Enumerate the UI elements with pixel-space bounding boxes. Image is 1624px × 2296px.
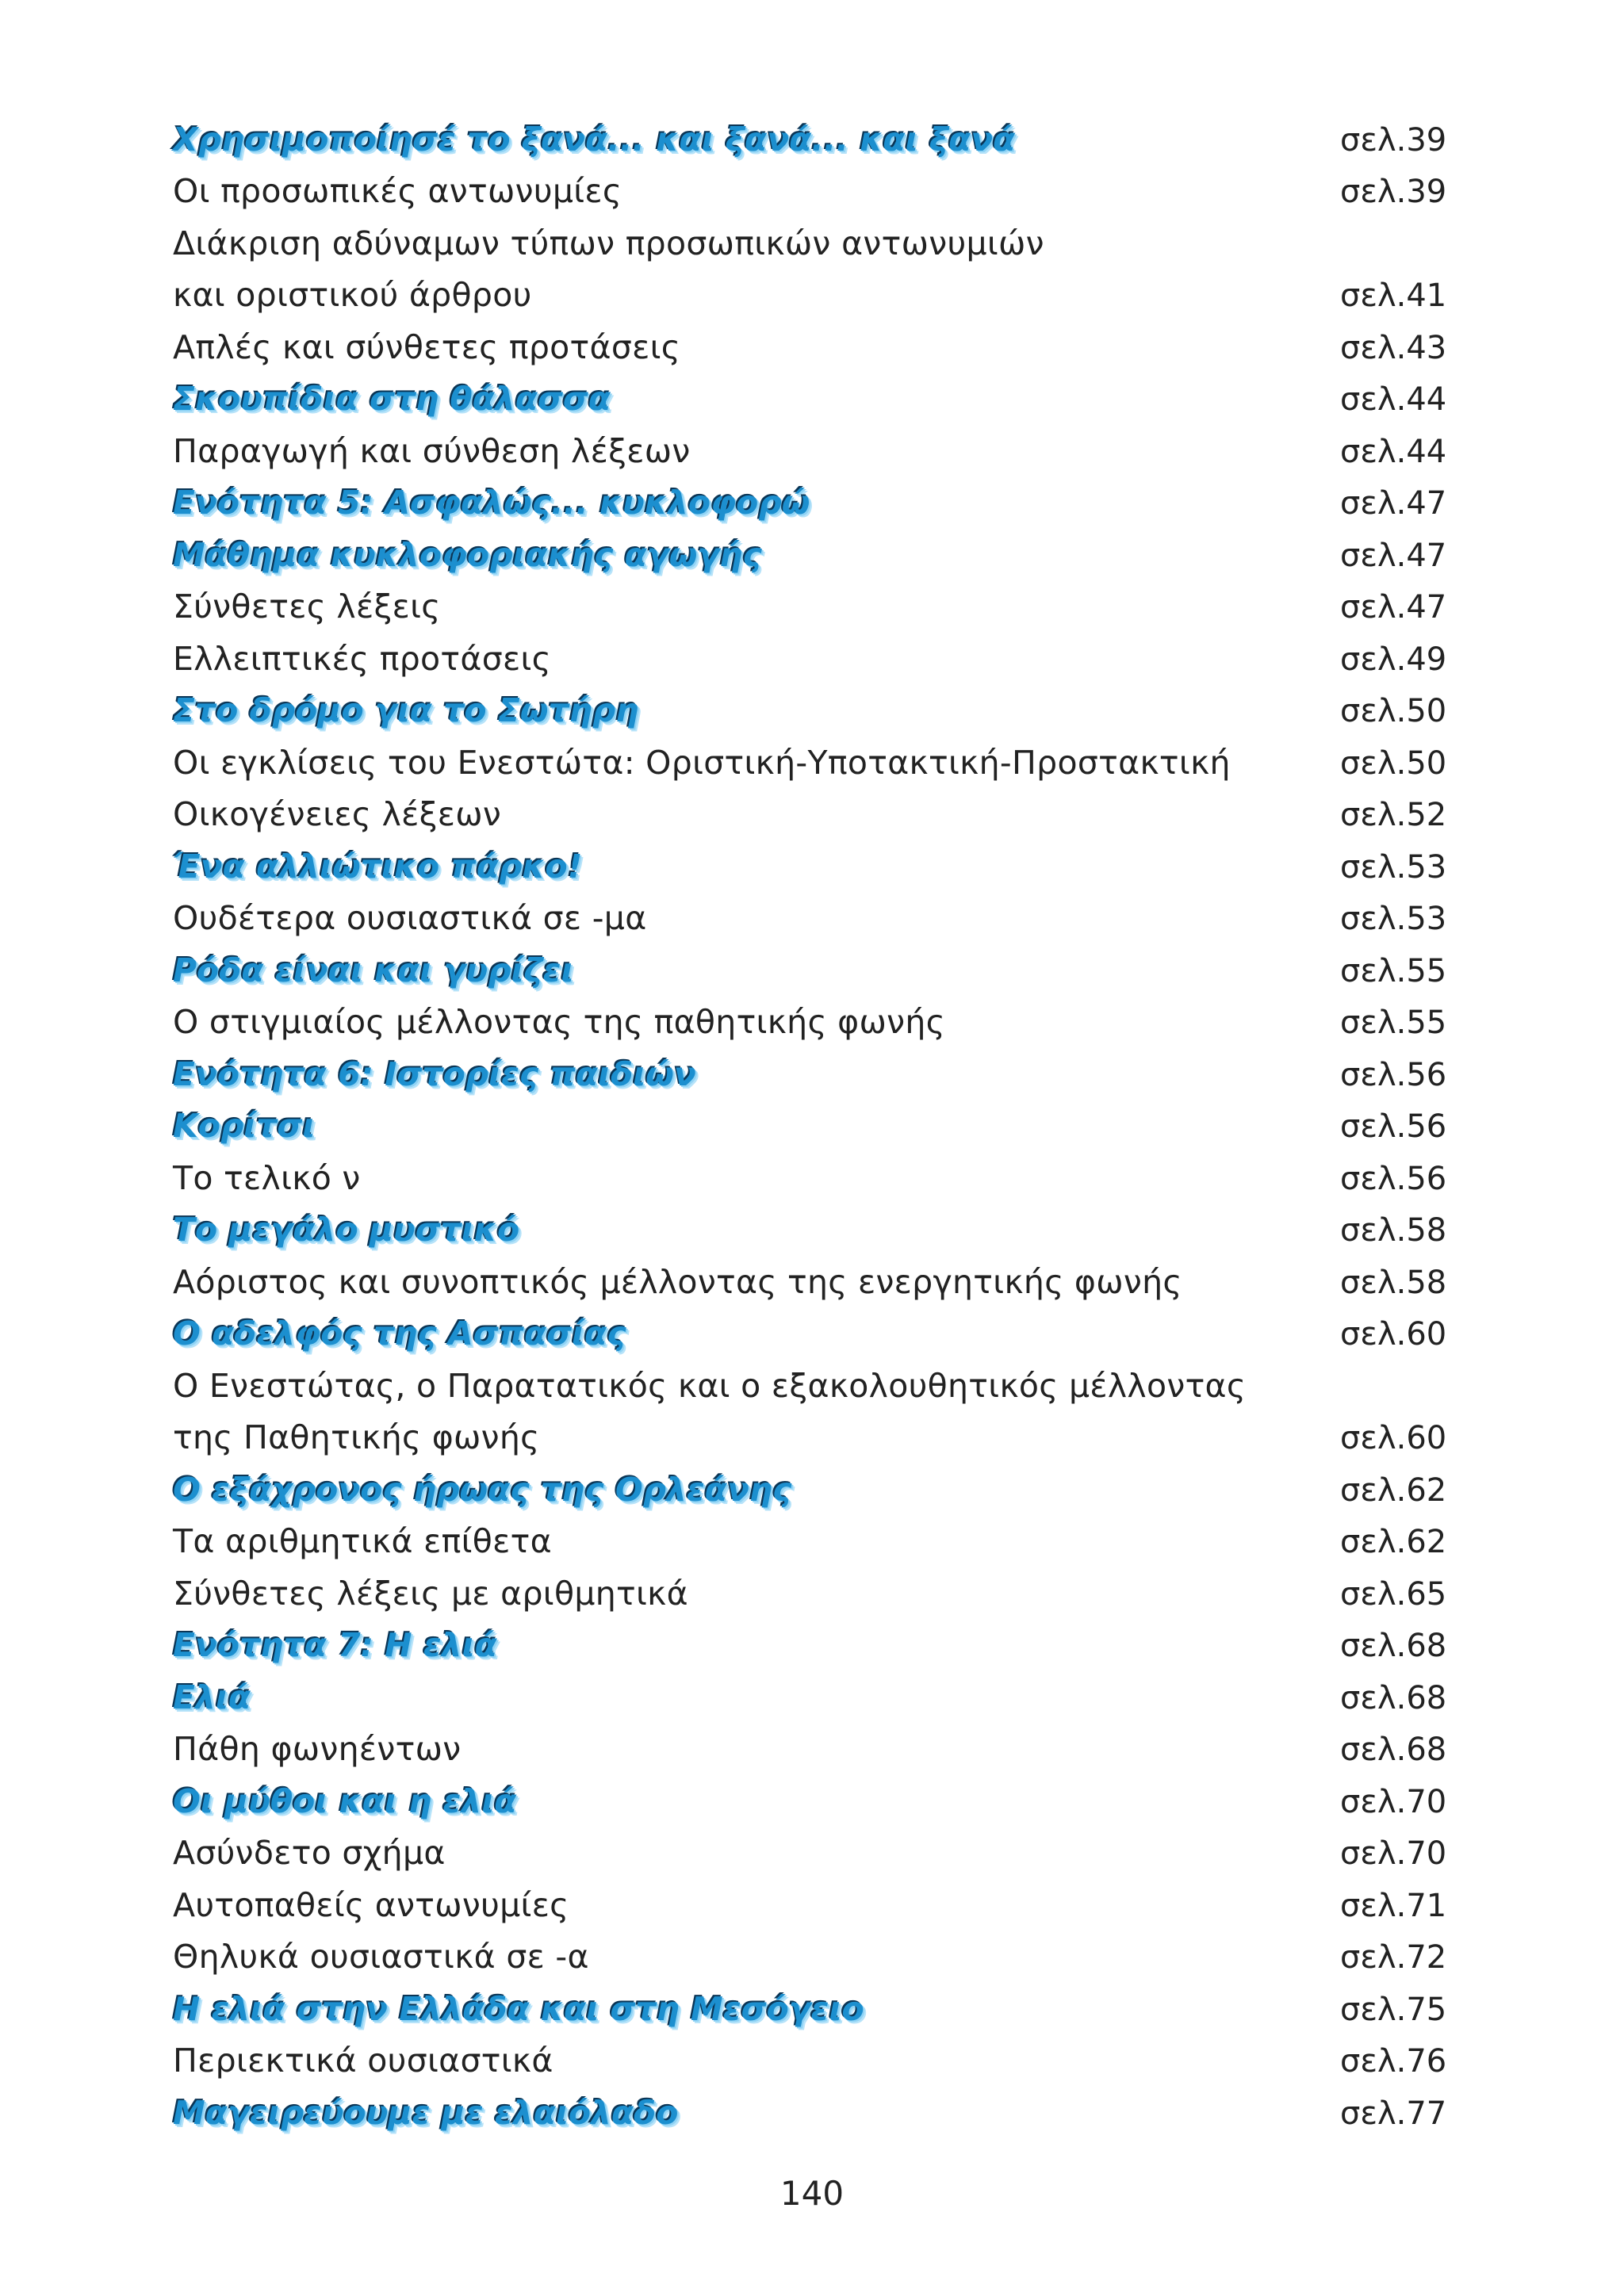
toc-page-ref: σελ.68: [1340, 1628, 1447, 1664]
toc-heading-row: [173, 476, 1457, 529]
toc-entry-title: Οι εγκλίσεις του Ενεστώτα: Οριστική-Υποτακτική-Προστακτική: [173, 743, 1231, 782]
toc-entry-title: Διάκριση αδύναμων τύπων προσωπικών αντωνυμιών: [173, 224, 1044, 262]
toc-page-ref: σελ.62: [1340, 1471, 1447, 1509]
toc-entry-title: Οικογένειες λέξεων: [173, 795, 502, 833]
toc-entry-row: [173, 788, 1457, 840]
toc-entry-title: Θηλυκά ουσιαστικά σε -α: [173, 1938, 589, 1976]
toc-page-ref: σελ.44: [1340, 433, 1447, 470]
toc-heading-row: [173, 528, 1457, 580]
toc-entry-row: [173, 2034, 1457, 2087]
toc-page-ref: σελ.41: [1340, 277, 1447, 314]
toc-page-ref: σελ.75: [1340, 1991, 1447, 2028]
toc-page-ref: σελ.58: [1340, 1264, 1447, 1301]
toc-entry-row: [173, 1827, 1457, 1879]
toc-entry-row: [173, 1515, 1457, 1567]
toc-page-ref: σελ.55: [1340, 1004, 1447, 1041]
toc-heading-title: Οι μύθοι και η ελιά: [173, 1781, 517, 1820]
toc-page-ref: σελ.58: [1340, 1212, 1447, 1249]
toc-heading-title: Ενότητα 7: Η ελιά: [173, 1626, 497, 1664]
toc-heading-title: Κορίτσι: [173, 1107, 316, 1145]
toc-page-ref: σελ.72: [1340, 1939, 1447, 1976]
toc-entry-row: [173, 1411, 1457, 1464]
toc-entry-row: [173, 1255, 1457, 1307]
toc-page-ref: σελ.47: [1340, 537, 1447, 574]
toc-entry-row: [173, 892, 1457, 944]
toc-page-ref: σελ.68: [1340, 1679, 1447, 1716]
toc-entry-title: Ασύνδετο σχήμα: [173, 1834, 446, 1872]
toc-page-ref: σελ.71: [1340, 1887, 1447, 1924]
toc-page-ref: σελ.39: [1340, 174, 1447, 210]
toc-heading-row: [173, 1774, 1457, 1827]
toc-page-ref: σελ.50: [1340, 744, 1447, 782]
toc-entry-title: Τα αριθμητικά επίθετα: [173, 1522, 552, 1560]
toc-page-ref: σελ.62: [1340, 1524, 1447, 1560]
toc-entry-title: Σύνθετες λέξεις: [173, 587, 441, 626]
toc-entry-row: [173, 736, 1457, 788]
toc-page-ref: σελ.55: [1340, 952, 1447, 989]
toc-page-ref: σελ.77: [1340, 2095, 1447, 2132]
toc-entry-title: Αόριστος και συνοπτικός μέλλοντας της ενεργητικής φωνής: [173, 1262, 1182, 1301]
toc-entry-row: [173, 216, 1457, 269]
toc-entry-title: της Παθητικής φωνής: [173, 1418, 540, 1456]
toc-entry-title: Αυτοπαθείς αντωνυμίες: [173, 1885, 569, 1924]
toc-heading-row: [173, 1619, 1457, 1671]
toc-heading-row: [173, 1047, 1457, 1100]
page-number: 140: [779, 2174, 845, 2213]
toc-heading-title: Το μεγάλο μυστικό: [173, 1211, 520, 1249]
toc-heading-row: [173, 1203, 1457, 1256]
toc-entry-title: Ο στιγμιαίος μέλλοντας της παθητικής φωνής: [173, 1003, 945, 1041]
toc-heading-row: [173, 684, 1457, 737]
toc-heading-title: Ο αδελφός της Ασπασίας: [173, 1314, 626, 1353]
toc-heading-title: Ενότητα 5: Ασφαλώς... κυκλοφορώ: [173, 484, 810, 522]
toc-heading-title: Χρησιμοποίησέ το ξανά... και ξανά... και ξανά: [173, 120, 1016, 159]
toc-page-ref: σελ.52: [1340, 797, 1447, 833]
toc-entry-title: Πάθη φωνηέντων: [173, 1730, 462, 1768]
toc-heading-row: [173, 1463, 1457, 1515]
toc-entry-title: και οριστικού άρθρου: [173, 276, 532, 314]
toc-page-ref: σελ.65: [1340, 1575, 1447, 1613]
toc-entry-title: Το τελικό ν: [173, 1158, 361, 1197]
toc-heading-title: Μαγειρεύουμε με ελαιόλαδο: [173, 2093, 679, 2132]
toc-entry-title: Απλές και σύνθετες προτάσεις: [173, 327, 681, 366]
toc-heading-title: Η ελιά στην Ελλάδα και στη Μεσόγειο: [173, 1989, 864, 2028]
toc-entry-row: [173, 580, 1457, 633]
toc-heading-title: Ένα αλλιώτικο πάρκο!: [173, 847, 583, 886]
toc-entry-title: Περιεκτικά ουσιαστικά: [173, 2042, 553, 2080]
toc-entry-row: [173, 996, 1457, 1048]
toc-page-ref: σελ.44: [1340, 381, 1447, 418]
toc-entry-row: [173, 1931, 1457, 1983]
toc-heading-title: Ρόδα είναι και γυρίζει: [173, 951, 574, 989]
toc-page-ref: σελ.60: [1340, 1420, 1447, 1456]
toc-entry-title: Σύνθετες λέξεις με αριθμητικά: [173, 1574, 688, 1613]
toc-entry-row: [173, 320, 1457, 373]
toc-page-ref: σελ.53: [1340, 901, 1447, 937]
toc-heading-title: Ενότητα 6: Ιστορίες παιδιών: [173, 1054, 696, 1093]
toc-entry-row: [173, 1359, 1457, 1411]
toc-heading-title: Ο εξάχρονος ήρωας της Ορλεάνης: [173, 1470, 792, 1509]
toc-heading-row: [173, 943, 1457, 996]
toc-heading-row: [173, 2086, 1457, 2138]
toc-entry-row: [173, 424, 1457, 476]
toc-page-ref: σελ.70: [1340, 1783, 1447, 1820]
toc-entry-row: [173, 1878, 1457, 1931]
toc-entry-title: Παραγωγή και σύνθεση λέξεων: [173, 431, 691, 470]
toc-heading-row: [173, 840, 1457, 892]
toc-heading-row: [173, 113, 1457, 165]
toc-heading-row: [173, 1100, 1457, 1152]
toc-heading-row: [173, 1670, 1457, 1723]
toc-entry-row: [173, 1723, 1457, 1775]
toc-entry-title: Ελλειπτικές προτάσεις: [173, 639, 552, 678]
toc-entry-title: Ουδέτερα ουσιαστικά σε -μα: [173, 899, 647, 937]
toc-heading-row: [173, 373, 1457, 425]
toc-entry-title: Οι προσωπικές αντωνυμίες: [173, 172, 622, 210]
table-of-contents: [173, 113, 1457, 2138]
toc-entry-row: [173, 1151, 1457, 1203]
toc-page-ref: σελ.43: [1340, 329, 1447, 366]
toc-entry-title: Ο Ενεστώτας, ο Παρατατικός και ο εξακολουθητικός μέλλοντας: [173, 1366, 1247, 1405]
toc-page-ref: σελ.76: [1340, 2043, 1447, 2080]
toc-heading-row: [173, 1307, 1457, 1360]
toc-heading-row: [173, 1982, 1457, 2034]
toc-page-ref: σελ.60: [1340, 1316, 1447, 1353]
toc-page-ref: σελ.56: [1340, 1056, 1447, 1093]
toc-entry-row: [173, 269, 1457, 321]
toc-heading-title: Μάθημα κυκλοφοριακής αγωγής: [173, 535, 762, 574]
toc-page-ref: σελ.56: [1340, 1108, 1447, 1145]
toc-page-ref: σελ.49: [1340, 641, 1447, 678]
toc-heading-title: Ελιά: [173, 1678, 251, 1716]
toc-page-ref: σελ.68: [1340, 1732, 1447, 1768]
toc-entry-row: [173, 165, 1457, 217]
toc-heading-title: Σκουπίδια στη θάλασσα: [173, 380, 611, 418]
toc-page-ref: σελ.56: [1340, 1160, 1447, 1197]
toc-page-ref: σελ.50: [1340, 693, 1447, 729]
toc-heading-title: Στο δρόμο για το Σωτήρη: [173, 691, 639, 729]
toc-page-ref: σελ.70: [1340, 1835, 1447, 1872]
toc-page-ref: σελ.53: [1340, 848, 1447, 886]
toc-page-ref: σελ.47: [1340, 589, 1447, 626]
toc-page-ref: σελ.39: [1340, 121, 1447, 159]
toc-entry-row: [173, 632, 1457, 684]
toc-page-ref: σελ.47: [1340, 485, 1447, 522]
toc-entry-row: [173, 1567, 1457, 1619]
